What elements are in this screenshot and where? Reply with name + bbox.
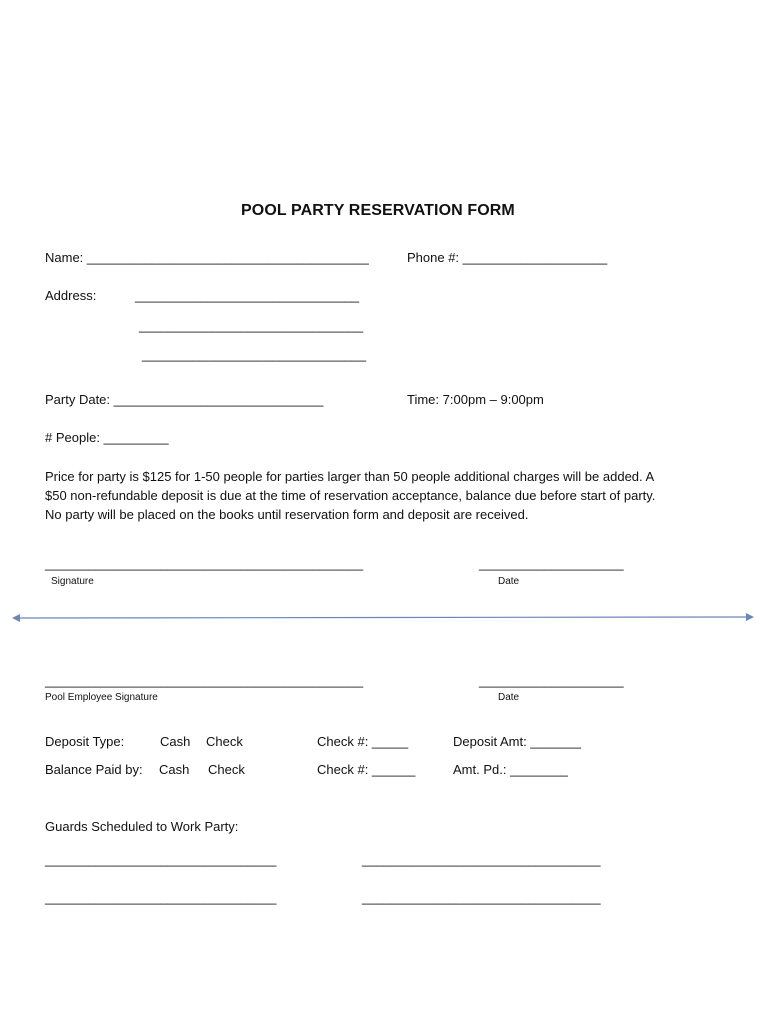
address-line-3[interactable]: _______________________________ (142, 347, 367, 362)
price-line: $50 non-refundable deposit is due at the time of reservation acceptance, balance due before start of party. (45, 488, 656, 503)
deposit-type-label: Deposit Type: (45, 734, 125, 749)
deposit-cash-option[interactable]: Cash (160, 734, 191, 749)
signature-line[interactable]: ____________________________________________ (45, 556, 364, 571)
guard-line[interactable]: _________________________________ (362, 890, 601, 905)
guard-line[interactable]: ________________________________ (45, 852, 277, 867)
deposit-check-number[interactable]: Check #: _____ (317, 734, 409, 749)
date-label: Date (498, 576, 520, 587)
phone-label: Phone #: (407, 250, 460, 265)
address-line-1[interactable]: _______________________________ (135, 288, 360, 303)
phone-blank: ____________________ (462, 250, 608, 265)
time-value: 7:00pm – 9:00pm (442, 392, 544, 407)
cut-divider (12, 612, 754, 624)
name-blank: _______________________________________ (86, 250, 369, 265)
time-label: Time: (407, 392, 440, 407)
office-date-label: Date (498, 692, 520, 703)
name-field[interactable] (45, 250, 369, 265)
people-field[interactable] (45, 430, 169, 445)
phone-field[interactable] (407, 250, 607, 265)
balance-cash-option[interactable]: Cash (159, 762, 190, 777)
amount-paid[interactable]: Amt. Pd.: ________ (453, 762, 568, 777)
price-line: Price for party is $125 for 1-50 people for parties larger than 50 people additional charges will be added. A (45, 469, 655, 484)
guard-line[interactable]: ________________________________ (45, 890, 277, 905)
balance-check-option[interactable]: Check (208, 762, 245, 777)
employee-signature-label: Pool Employee Signature (45, 692, 158, 703)
deposit-check-option[interactable]: Check (206, 734, 243, 749)
guard-line[interactable]: _________________________________ (362, 852, 601, 867)
left-arrow-icon (12, 614, 20, 622)
right-arrow-icon (746, 613, 754, 621)
address-label: Address: (45, 288, 97, 303)
party-date-label: Party Date: (45, 392, 111, 407)
address-line-2[interactable]: _______________________________ (139, 318, 364, 333)
party-date-field[interactable] (45, 392, 323, 407)
date-line[interactable]: ____________________ (479, 556, 624, 571)
deposit-amount[interactable]: Deposit Amt: _______ (453, 734, 581, 749)
price-paragraph (45, 467, 745, 524)
price-line: No party will be placed on the books until reservation form and deposit are received. (45, 507, 529, 522)
party-date-blank: _____________________________ (113, 392, 324, 407)
name-label: Name: (45, 250, 84, 265)
signature-label: Signature (51, 576, 94, 587)
balance-check-number[interactable]: Check #: ______ (317, 762, 416, 777)
time-field (407, 392, 544, 407)
guards-label: Guards Scheduled to Work Party: (45, 819, 239, 834)
form-title: POOL PARTY RESERVATION FORM (241, 202, 515, 219)
people-label: # People: (45, 430, 100, 445)
office-date-line[interactable]: ____________________ (479, 673, 624, 688)
balance-label: Balance Paid by: (45, 762, 143, 777)
employee-signature-line[interactable]: ____________________________________________ (45, 673, 364, 688)
people-blank: _________ (103, 430, 169, 445)
divider-line (16, 617, 750, 618)
